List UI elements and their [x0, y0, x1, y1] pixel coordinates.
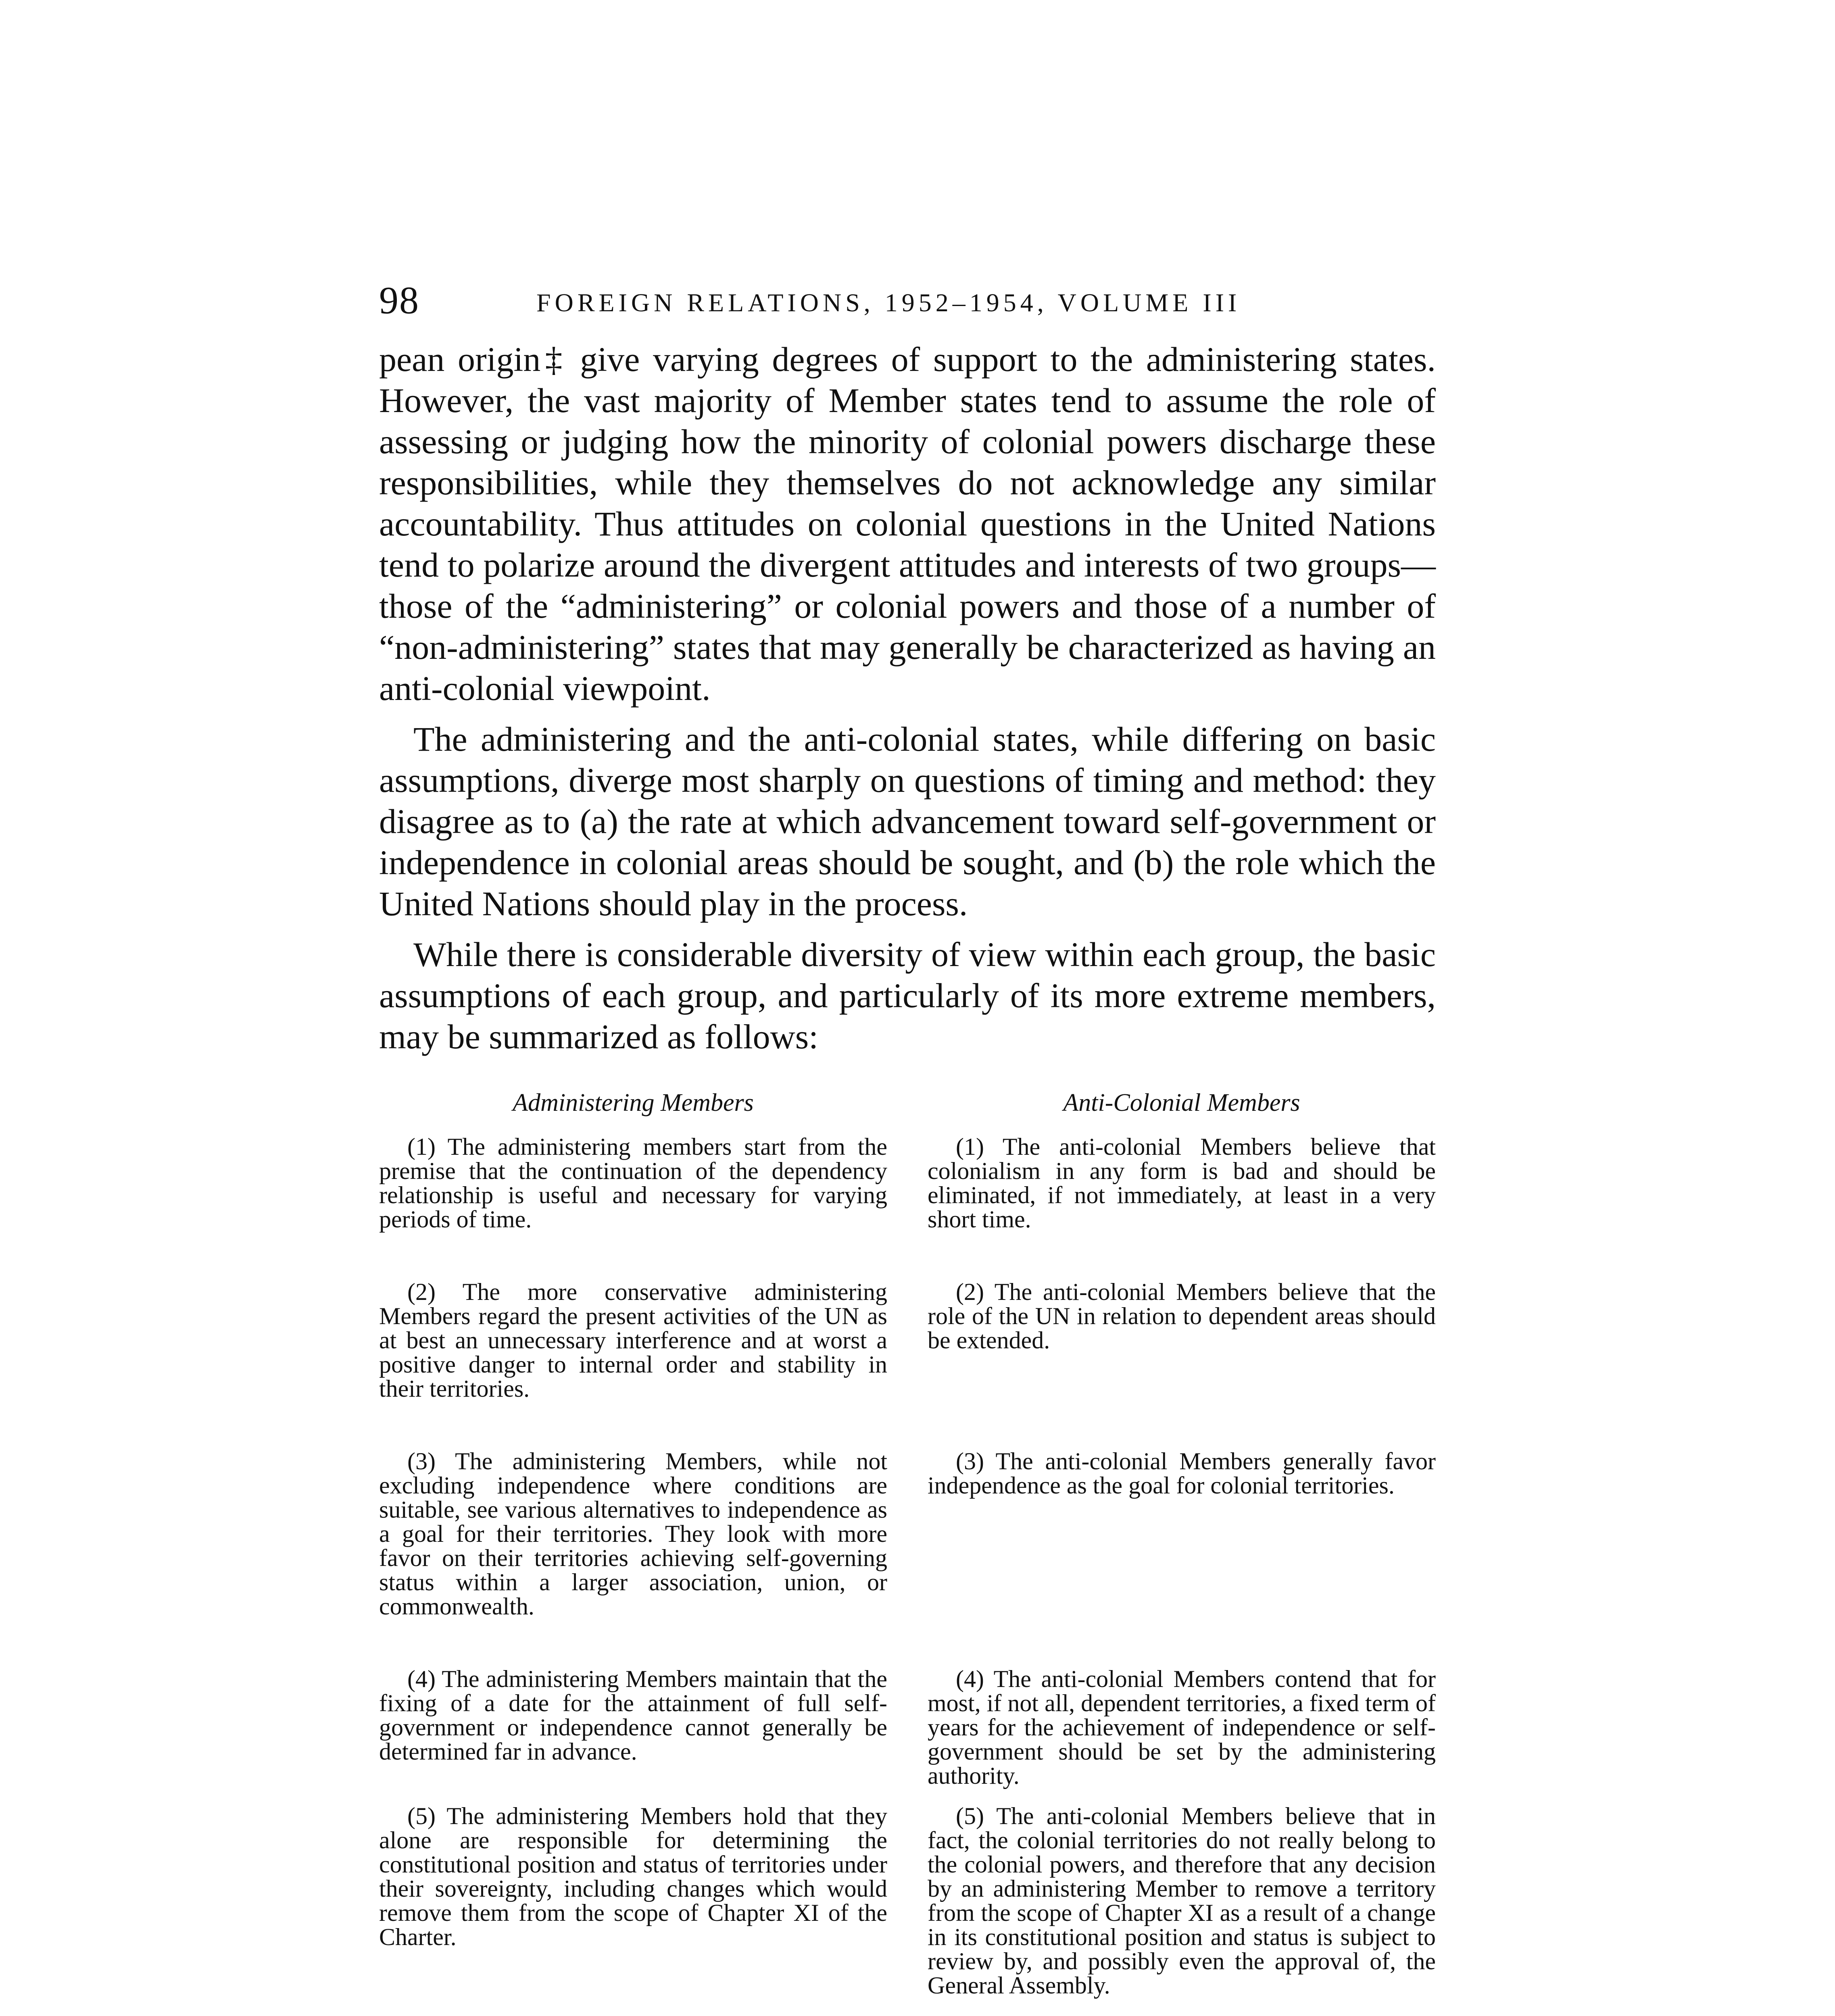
administering-item-2: (2) The more conservative administering Members regard the present activities of the UN as at best an unnecessary interference and at worst a positive danger to internal order and stability in their territories.: [379, 1279, 887, 1402]
body-paragraph: pean origin‡ give varying degrees of support to the administering states. However, the vast majority of Member states tend to assume the role of assessing or judging how the minority of colonial powers discharge these responsibilities, while they themselves do not acknowledge any similar accountability. Thus attitudes on colonial questions in the United Nations tend to polarize around the divergent attitudes and interests of two groups—those of the “administering” or colonial powers and those of a number of “non-administering” states that may generally be characterized as having an anti-colonial viewpoint.: [379, 340, 1436, 708]
anti-colonial-item-4: (4) The anti-colonial Members contend that for most, if not all, dependent territories, a fixed term of years for the achievement of independence or self-government should be set by the administering authority.: [928, 1666, 1436, 1789]
column-title-anti-colonial: Anti-Colonial Members: [1063, 1089, 1300, 1116]
administering-item-3: (3) The administering Members, while not excluding independence where conditions are suitable, see various alternatives to independence as a goal for their territories. They look with more favor on their territories achieving self-governing status within a larger association, union, or commonwealth.: [379, 1448, 887, 1620]
anti-colonial-members-column: [928, 1089, 1436, 1999]
page-header: [379, 278, 1468, 327]
body-text: [379, 339, 1436, 1067]
administering-item-5: (5) The administering Members hold that they alone are responsible for determining the constitutional position and status of territories under their sovereignty, including changes which would remove them from the scope of Chapter XI of the Charter.: [379, 1803, 887, 1950]
anti-colonial-item-5: (5) The anti-colonial Members believe that in fact, the colonial territories do not really belong to the colonial powers, and therefore that any decision by an administering Member to remove a territory from the scope of Chapter XI as a result of a change in its constitutional position and status is subject to review by, and possibly even the approval of, the General Assembly.: [928, 1803, 1436, 1999]
administering-members-column: [379, 1089, 887, 1950]
administering-item-4: (4) The administering Members maintain that the fixing of a date for the attainment of full self-government or independence cannot generally be determined far in advance.: [379, 1666, 887, 1765]
body-paragraph: While there is considerable diversity of view within each group, the basic assumptions of each group, and particularly of its more extreme members, may be summarized as follows:: [379, 935, 1436, 1056]
column-title-administering: Administering Members: [513, 1089, 754, 1116]
anti-colonial-item-1: (1) The anti-colonial Members believe that colonialism in any form is bad and should be eliminated, if not immediately, at least in a very short time.: [928, 1133, 1436, 1233]
anti-colonial-item-3: (3) The anti-colonial Members generally favor independence as the goal for colonial territories.: [928, 1448, 1436, 1499]
anti-colonial-item-2: (2) The anti-colonial Members believe that the role of the UN in relation to dependent areas should be extended.: [928, 1279, 1436, 1354]
running-head: FOREIGN RELATIONS, 1952–1954, VOLUME III: [536, 288, 1241, 317]
administering-item-1: (1) The administering members start from the premise that the continuation of the dependency relationship is useful and necessary for varying periods of time.: [379, 1133, 887, 1233]
comparison-columns: [379, 1089, 1436, 2016]
page-number: 98: [379, 279, 419, 322]
body-paragraph: The administering and the anti-colonial states, while differing on basic assumptions, diverge most sharply on questions of timing and method: they disagree as to (a) the rate at which advancement toward self-government or independence in colonial areas should be sought, and (b) the role which the United Nations should play in the process.: [379, 720, 1436, 923]
